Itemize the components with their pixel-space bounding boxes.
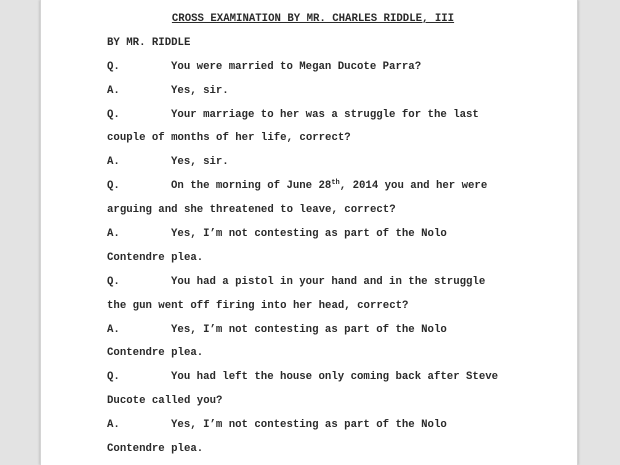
speaker-label: A.: [107, 84, 120, 97]
line-text: You had a pistol in your hand and in the struggle: [171, 275, 486, 288]
line-text: Contendre plea.: [107, 443, 204, 456]
line-text: arguing and she threatened to leave, correct?: [107, 204, 396, 217]
line-text: Yes, I’m not contesting as part of the Nolo: [171, 323, 447, 336]
line-text: You had left the house only coming back after Steve: [171, 371, 499, 384]
transcript-line: [107, 81, 527, 105]
transcript-line-continuation: [107, 128, 527, 152]
transcript-line-continuation: [107, 439, 527, 463]
line-text: Contendre plea.: [107, 347, 204, 360]
line-text: Contendre plea.: [107, 251, 204, 264]
line-text: couple of months of her life, correct?: [107, 132, 351, 145]
transcript-line-continuation: [107, 296, 527, 320]
line-text: You were married to Megan Ducote Parra?: [171, 60, 422, 73]
transcript-line-continuation: [107, 391, 527, 415]
speaker-label: A.: [107, 228, 120, 241]
transcript-line: [107, 272, 527, 296]
speaker-label: Q.: [107, 108, 120, 121]
line-text: the gun went off firing into her head, correct?: [107, 299, 409, 312]
byline: BY MR. RIDDLE: [107, 36, 191, 49]
speaker-label: Q.: [107, 60, 120, 73]
transcript-line: [107, 57, 527, 81]
line-text-before: On the morning of June 28: [171, 180, 332, 193]
line-text: Yes, sir.: [171, 84, 229, 97]
transcript-line: [107, 224, 527, 248]
transcript-line: [107, 415, 527, 439]
transcript-line: [107, 176, 527, 200]
transcript-line-continuation: [107, 248, 527, 272]
line-text: Yes, sir.: [171, 156, 229, 169]
transcript-line: [107, 320, 527, 344]
transcript-line: [107, 105, 527, 129]
transcript-line-continuation: [107, 343, 527, 367]
transcript-line: [107, 152, 527, 176]
document-page: [40, 0, 578, 465]
speaker-label: Q.: [107, 371, 120, 384]
line-text: Yes, I’m not contesting as part of the Nolo: [171, 419, 447, 432]
speaker-label: A.: [107, 323, 120, 336]
line-text: Your marriage to her was a struggle for the last: [171, 108, 479, 121]
transcript-content: [107, 9, 527, 463]
transcript-line-continuation: [107, 200, 527, 224]
line-text: Ducote called you?: [107, 395, 223, 408]
line-text: Yes, I’m not contesting as part of the Nolo: [171, 228, 447, 241]
section-title: CROSS EXAMINATION BY MR. CHARLES RIDDLE, III: [171, 13, 455, 25]
speaker-label: Q.: [107, 275, 120, 288]
transcript-line: [107, 367, 527, 391]
ordinal-suffix: th: [331, 179, 340, 188]
speaker-label: A.: [107, 419, 120, 432]
speaker-label: Q.: [107, 180, 120, 193]
speaker-label: A.: [107, 156, 120, 169]
line-text-after: , 2014 you and her were: [339, 180, 488, 193]
